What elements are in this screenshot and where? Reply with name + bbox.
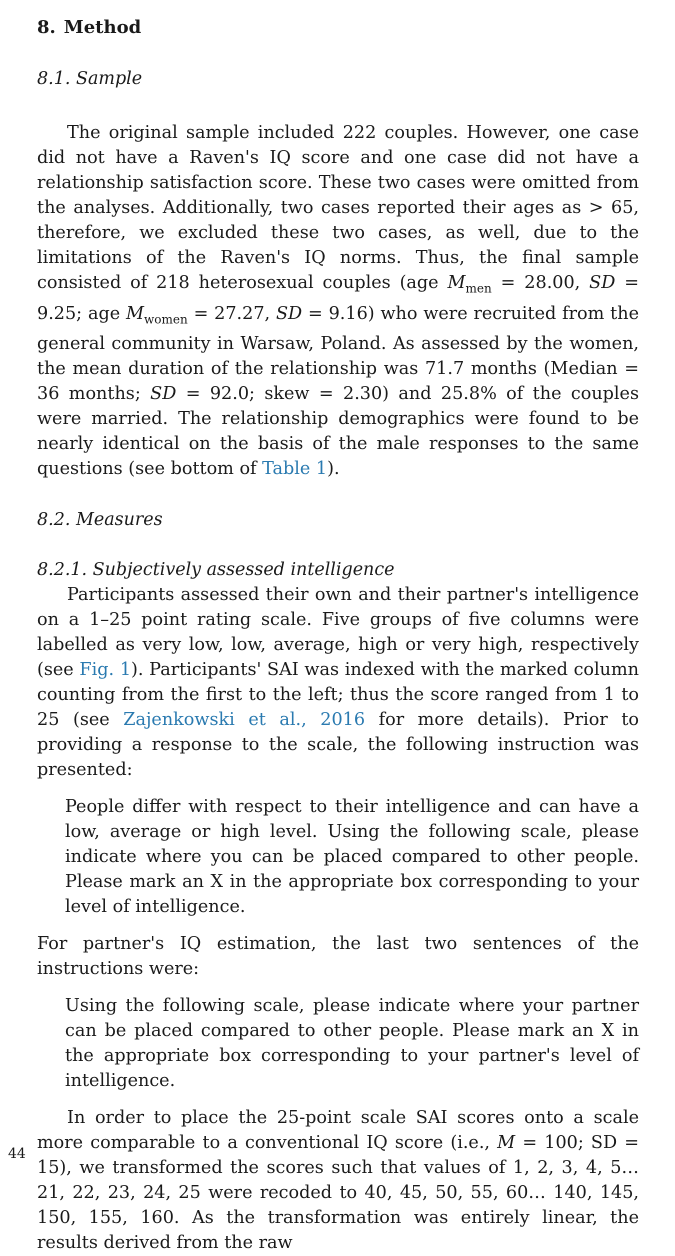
page-number: 44 [8,1146,26,1162]
sample-paragraph: The original sample included 222 couples. However, one case did not have a Raven's IQ score and one case did not have a relationship satisfaction score. These two cases were omitted from the analyses. Additionally, two cases reported their ages as > 65, therefore, we excluded these two cases, as well, due to the limitations of the Raven's IQ norms. Thus, the final sample consisted of 218 heterosexual couples (age $M_{men} = 28.00$, SD = 9.25; age $M_{women} = 27.27$, SD = 9.16) who were recruited from the general community in Warsaw, Poland. As assessed by the women, the mean duration of the relationship was 71.7 months (Median = 36 months; SD = 92.0; skew = 2.30) and 25.8% of the couples were married. The relationship demographics were found to be nearly identical on the basis of the male responses to the same questions (see bottom of Table 1). [37,123,639,480]
sai-paragraph-2: For partner's IQ estimation, the last two sentences of the instructions were: [37,934,639,980]
sai-paragraph-1: Participants assessed their own and their partner's intelligence on a 1–25 point rating scale. Five groups of five columns were labelled as very low, low, average, high or very high, respectively (see Fig. 1). Participants' SAI was indexed with the marked column counting from the first to the left; thus the score ranged from 1 to 25 (see Zajenkowski et al., 2016 for more details). Prior to providing a response to the scale, the following instruction was presented: [37,585,639,781]
instruction-quote-self: People differ with respect to their intelligence and can have a low, average or high level. Using the following scale, please indicate where you can be placed compared to other people. Please mark an X in the appropriate box corresponding to your level of intelligence. [65,797,639,918]
article-page [37,14,639,1256]
sai-paragraph-3: In order to place the 25-point scale SAI scores onto a scale more comparable to a conventional IQ score (i.e., M = 100; SD = 15), we transformed the scores such that values of 1, 2, 3, 4, 5… 21, 22, 23, 24, 25 were recoded to 40, 45, 50, 55, 60… 140, 145, 150, 155, 160. As the transformation was entirely linear, the results derived from the raw [37,1108,639,1254]
zajenkowski-2016-link[interactable]: Zajenkowski et al., 2016 [123,710,366,731]
section-title: Method [63,17,142,38]
subsubsection-heading-sai: 8.2.1. Subjectively assessed intelligence [37,560,395,581]
table-1-link[interactable]: Table 1 [262,459,328,480]
fig-1-link[interactable]: Fig. 1 [79,660,132,681]
instruction-quote-partner: Using the following scale, please indicate where your partner can be placed compared to other people. Please mark an X in the appropriate box corresponding to your partner's level of intelligence. [65,996,639,1092]
section-heading [37,14,639,42]
section-number: 8. [37,17,56,38]
subsection-heading-measures: 8.2. Measures [37,510,163,531]
subsection-heading-sample: 8.1. Sample [37,69,143,89]
